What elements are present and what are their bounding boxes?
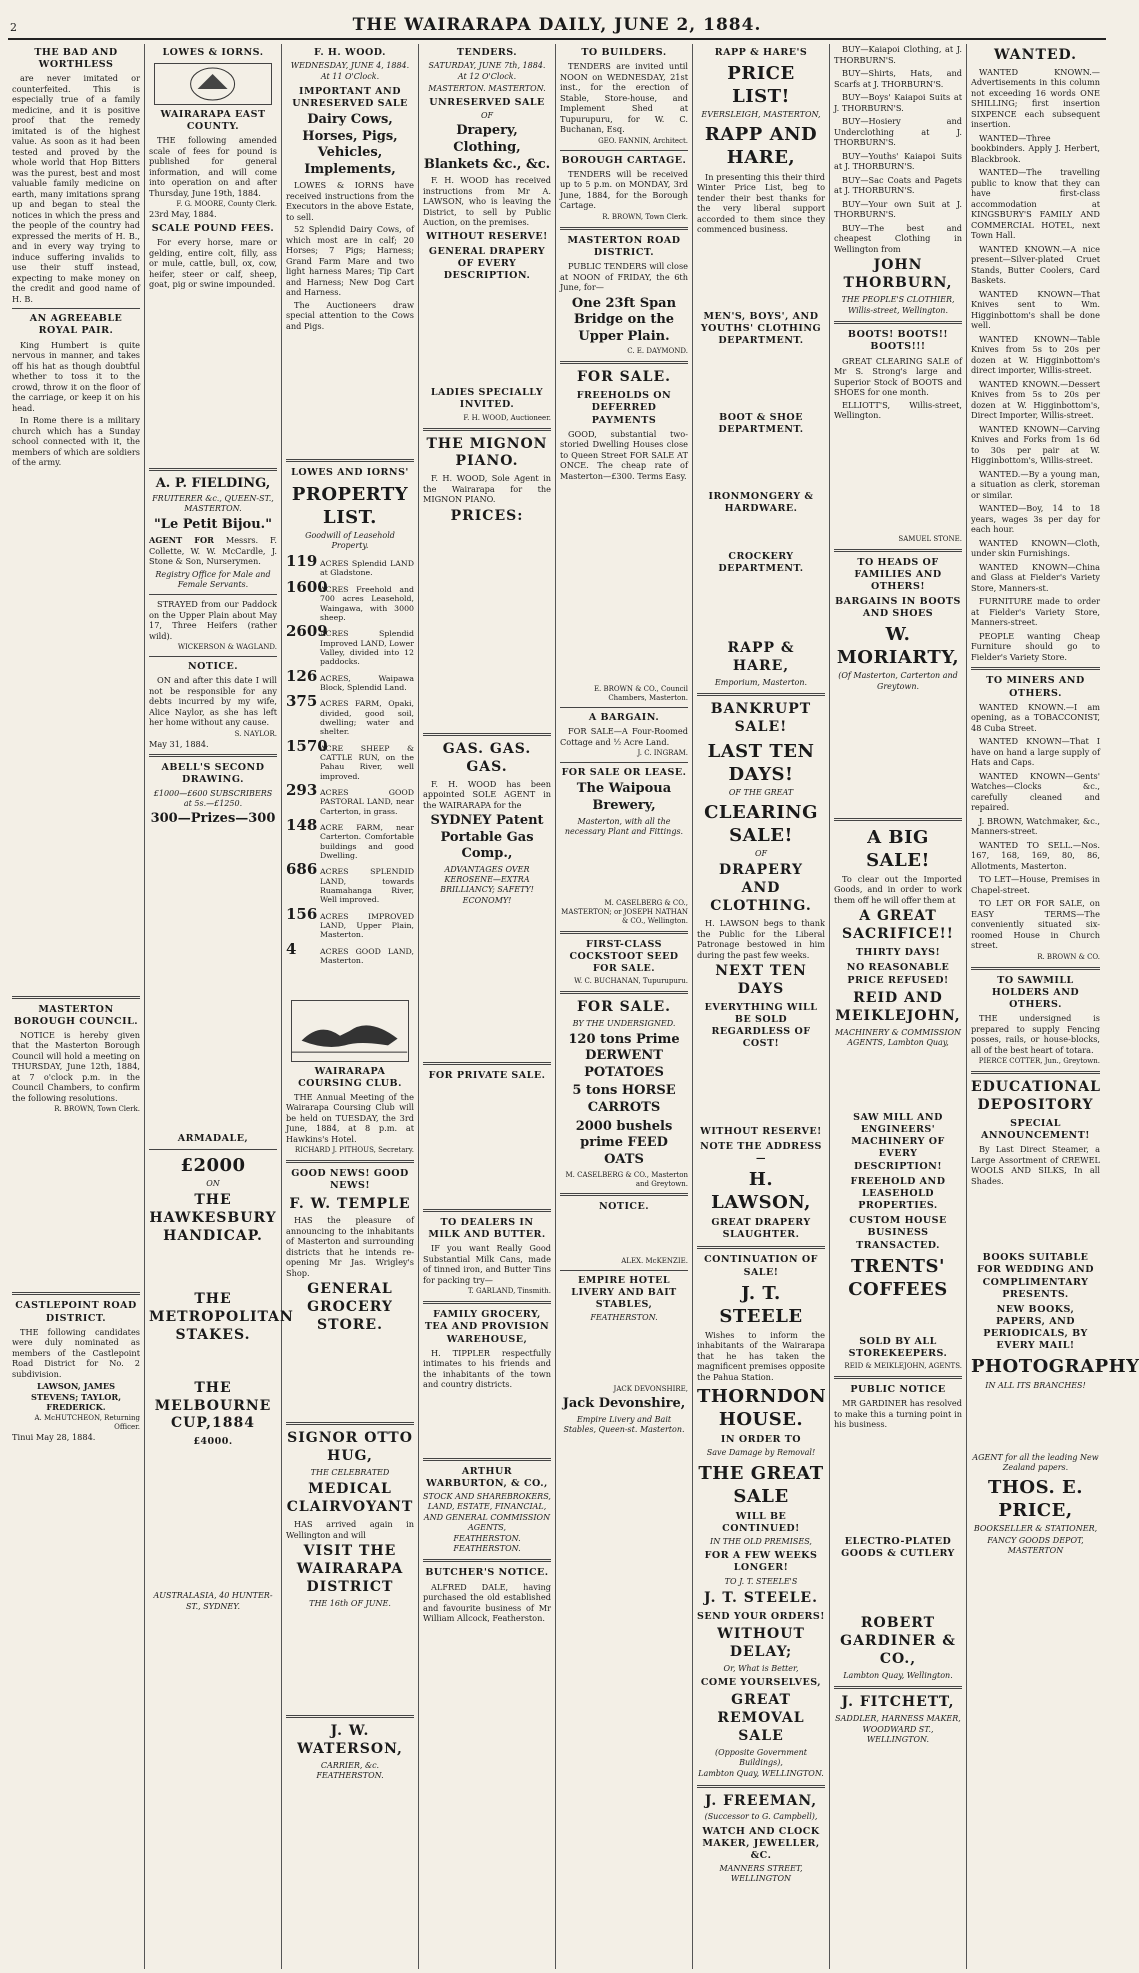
property-acres: 4 <box>286 939 297 958</box>
property-list <box>286 552 414 965</box>
column-4: TENDERS. SATURDAY, JUNE 7th, 1884. At 12 O'Clock. MASTERTON. MASTERTON. UNRESERVED SALE OF Drapery, Clothing, Blankets &c., &c. F. H. WOOD has received instructions from Mr A. LAWSON, who is leaving the District, to sell by Public Auction, on the premises. WITHOUT RESERVE! GENERAL DRAPERY OF EVERY DESCRIPTION. LADIES SPECIALLY INVITED. F. H. WOOD, Auctioneer. THE MIGNON PIANO. F. H. WOOD, Sole Agent in the Wairarapa for the MIGNON PIANO. PRICES: GAS. GAS. GAS. F. H. WOOD has been appointed SOLE AGENT in the WAIRARAPA for the SYDNEY Patent Portable Gas Comp., ADVANTAGES OVER KEROSENE—EXTRA BRILLIANCY; SAFETY! ECONOMY! FOR PRIVATE SALE. TO DEALERS IN MILK AND BUTTER. IF you want Really Good Substantial Milk Cans, made of tinned iron, and Butter Tins for packing try— T. GARLAND, Tinsmith. FAMILY GROCERY, TEA AND PROVISION WAREHOUSE, H. TIPPLER respectfully intimates to his friends and the inhabitants of the town and country districts. ARTHUR WARBURTON, & CO., STOCK AND SHAREBROKERS, LAND, ESTATE, FINANCIAL, AND GENERAL COMMISSION AGENTS, FEATHERSTON. FEATHERSTON. BUTCHER'S NOTICE. ALFRED DALE, having purchased the old established and favourite business of Mr William Allcock, Featherston. <box>419 44 556 1969</box>
section-heading: F. H. WOOD. <box>314 47 386 58</box>
column-5: TO BUILDERS. TENDERS are invited until NOON on WEDNESDAY, 21st inst., for the erection of Stable, Store-house, and Implement Shed at Tupurupuru, for W. C. Buchanan, Esq. GEO. FANNIN, Architect. BOROUGH CARTAGE. TENDERS will be received up to 5 p.m. on MONDAY, 3rd June, 1884, for the Borough Cartage. R. BROWN, Town Clerk. MASTERTON ROAD DISTRICT. PUBLIC TENDERS will close at NOON of FRIDAY, the 6th June, for— One 23ft Span Bridge on the Upper Plain. C. E. DAYMOND. FOR SALE. FREEHOLDS ON DEFERRED PAYMENTS GOOD, substantial two-storied Dwelling Houses close to Queen Street FOR SALE AT ONCE. The cheap rate of Masterton—£300. Terms Easy. E. BROWN & CO., Council Chambers, Masterton. A BARGAIN. FOR SALE—A Four-Roomed Cottage and ½ Acre Land. J. C. INGRAM. FOR SALE OR LEASE. The Waipoua Brewery, Masterton, with all the necessary Plant and Fittings. M. CASELBERG & CO., MASTERTON; or JOSEPH NATHAN & CO., Wellington. FIRST-CLASS COCKSTOOT SEED FOR SALE. W. C. BUCHANAN, Tupurupuru. FOR SALE. BY THE UNDERSIGNED. 120 tons Prime DERWENT POTATOES 5 tons HORSE CARROTS 2000 bushels prime FEED OATS M. CASELBERG & CO., Masterton and Greytown. NOTICE. ALEX. McKENZIE. EMPIRE HOTEL LIVERY AND BAIT STABLES, FEATHERSTON. JACK DEVONSHIRE, Jack Devonshire, Empire Livery and Bait Stables, Queen-st. Masterton. <box>556 44 693 1969</box>
property-list-item <box>286 905 414 940</box>
property-description: ACRES Splendid Improved LAND, Lower Valley, divided into 12 paddocks. <box>320 629 414 667</box>
property-acres: 293 <box>286 781 318 799</box>
property-acres: 1570 <box>286 736 328 755</box>
article-royal-pair: King Humbert is quite nervous in manner, and takes off his hat as though doubtful whether to toss it to the crowd, throw it on the floor of the carriage, or keep it on his head. In Rome there is a military church which has a Sunday school connected with it, the members of which are soldiers of the army. <box>12 339 140 468</box>
notice-castlepoint: THE following candidates were duly nominated as members of the Castlepoint Road District for No. 2 subdivision. LAWSON, JAMES STEVENS; TAYLOR, FREDERICK. A. McHUTCHEON, Returning Officer. Tinui May 28, 1884. <box>12 1326 140 1442</box>
column-2: LOWES & IORNS. WAIRARAPA EAST COUNTY. THE following amended scale of fees for pound is published for general information, and will come into operation on and after Thursday, June 19th, 1884. F. G. MOORE, County Clerk. 23rd May, 1884. SCALE POUND FEES. For every horse, mare or gelding, entire colt, filly, ass or mule, cattle, bull, ox, cow, heifer, steer or calf, sheep, goat, pig or swine impounded. A. P. FIELDING, FRUITERER &c., QUEEN-ST., MASTERTON. "Le Petit Bijou." AGENT FOR Messrs. F. Collette, W. W. McCardle, J. Stone & Son, Nurserymen. Registry Office for Male and Female Servants. STRAYED from our Paddock on the Upper Plain about May 17, Three Heifers (rather wild). WICKERSON & WAGLAND. NOTICE. ON and after this date I will not be responsible for any debts incurred by my wife, Alice Naylor, as she has left her home without any cause. S. NAYLOR. May 31, 1884. ABELL'S SECOND DRAWING. £1000—£600 SUBSCRIBERS at 5s.—£1250. 300—Prizes—300 ARMADALE, £2000 ON THE HAWKESBURY HANDICAP. THE METROPOLITAN STAKES. THE MELBOURNE CUP,1884 £4000. AUSTRALASIA, 40 HUNTER-ST., SYDNEY. <box>145 44 282 1969</box>
section-heading: LOWES & IORNS. <box>162 47 264 58</box>
columns <box>8 44 1139 1969</box>
property-description: ACRES, Waipawa Block, Splendid Land. <box>320 673 414 692</box>
property-description: ACRE SHEEP & CATTLE RUN, on the Pahau River, well improved. <box>320 743 414 781</box>
property-list-item <box>286 737 414 781</box>
property-list-title: PROPERTY LIST. <box>291 483 409 528</box>
property-description: ACRES SPLENDID LAND, towards Ruamahanga River, Well improved. <box>320 867 414 905</box>
column-8: WANTED. WANTED KNOWN.—Advertisements in this column not exceeding 16 words ONE SHILLING; first insertion SIXPENCE each subsequent insertion. WANTED—Three bookbinders. Apply J. Herbert, Blackbrook. WANTED—The travelling public to know that they can have first-class accommodation at KINGSBURY'S FAMILY AND COMMERCIAL HOTEL, next Town Hall. WANTED KNOWN.—A nice present—Silver-plated Cruet Stands, Butter Coolers, Card Baskets. WANTED KNOWN—That Knives sent to Wm. Higginbottom's shall be done well. WANTED KNOWN—Table Knives from 5s to 20s per dozen at W. Higginbottom's direct importer, Willis-street. WANTED KNOWN.—Dessert Knives from 5s to 20s per dozen at W. Higginbottom's, Direct Importer, Willis-street. WANTED KNOWN—Carving Knives and Forks from 1s 6d to 30s per pair at W. Higginbottom's, Willis-street. WANTED.—By a young man, a situation as clerk, storeman or similar. WANTED—Boy, 14 to 18 years, wages 3s per day for each hour. WANTED KNOWN—Cloth, under skin Furnishings. WANTED KNOWN—China and Glass at Fielder's Variety Store, Manners-st. FURNITURE made to order at Fielder's Variety Store, Manners-street. PEOPLE wanting Cheap Furniture should go to Fielder's Variety Store. TO MINERS AND OTHERS. WANTED KNOWN.—I am opening, as a TOBACCONIST, 48 Cuba Street. WANTED KNOWN—That I have on hand a large supply of Hats and Caps. WANTED KNOWN—Gents' Watches—Clocks &c., carefully cleaned and repaired. J. BROWN, Watchmaker, &c., Manners-street. WANTED TO SELL.—Nos. 167, 168, 169, 80, 86, Allotments, Masterton. TO LET—House, Premises in Chapel-street. TO LET OR FOR SALE, on EASY TERMS—The conveniently situated six-roomed House in Church street. R. BROWN & CO. TO SAWMILL HOLDERS AND OTHERS. THE undersigned is prepared to supply Fencing posses, rails, or house-blocks, all of the best heart of totara. PIERCE COTTER, Jun., Greytown. EDUCATIONAL DEPOSITORY SPECIAL ANNOUNCEMENT! By Last Direct Steamer, a Large Assortment of CREWEL WOOLS AND SILKS, In all Shades. BOOKS SUITABLE FOR WEDDING AND COMPLIMENTARY PRESENTS. NEW BOOKS, PAPERS, AND PERIODICALS, BY EVERY MAIL! PHOTOGRAPHY IN ALL ITS BRANCHES! AGENT for all the leading New Zealand papers. THOS. E. PRICE, BOOKSELLER & STATIONER, FANCY GOODS DEPOT, MASTERTON <box>971 47 1139 1555</box>
property-list-item <box>286 578 414 622</box>
property-list-item <box>286 622 414 666</box>
property-description: ACRES IMPROVED LAND, Upper Plain, Masterton. <box>320 911 414 940</box>
property-acres: 156 <box>286 904 318 923</box>
notice-borough-council: NOTICE is hereby given that the Masterton Borough Council will hold a meeting on THURSDAY, June 12th, 1884, at 7 o'clock p.m. in the Council Chambers, to confirm the following resolutions. R. BROWN, Town Clerk. <box>12 1029 140 1114</box>
heading-royal-pair: AN AGREEABLE ROYAL PAIR. <box>29 313 123 337</box>
masthead <box>8 4 1106 40</box>
property-list-item <box>286 781 414 816</box>
page-number: 2 <box>10 21 17 34</box>
coursing-hounds-illustration <box>291 1000 408 1062</box>
notice-strayed-heifers: STRAYED from our Paddock on the Upper Plain about May 17, Three Heifers (rather wild). WICKERSON & WAGLAND. <box>149 599 277 652</box>
property-description: ACRES FARM, Opaki, divided, good soil, dwelling; water and shelter. <box>320 699 414 737</box>
newspaper-title: THE WAIRARAPA DAILY, JUNE 2, 1884. <box>352 15 762 35</box>
property-list-item <box>286 552 414 578</box>
sale-title-drapery: Drapery, Clothing, Blankets &c., &c. <box>423 123 551 172</box>
heading-castlepoint: CASTLEPOINT ROAD DISTRICT. <box>15 1300 137 1324</box>
column-1 <box>8 44 145 1969</box>
section-heading: TENDERS. <box>456 47 518 58</box>
property-acres: 1600 <box>286 577 328 596</box>
signature: R. BROWN, Town Clerk. <box>54 1105 140 1114</box>
county-seal-icon <box>154 63 271 105</box>
fielding-name: A. P. FIELDING, <box>155 475 271 491</box>
heading-bad-and-worthless: THE BAD AND WORTHLESS <box>34 47 118 71</box>
property-description: ACRES Freehold and 700 acres Leasehold, Waingawa, with 3000 sheep. <box>320 584 414 622</box>
notice-pound-fees: THE following amended scale of fees for pound is published for general information, and will come into operation on and after Thursday, June 19th, 1884. F. G. MOORE, County Clerk. 23rd May, 1884. <box>149 135 277 220</box>
property-description: ACRE FARM, near Carterton. Comfortable buildings and good Dwelling. <box>320 823 414 861</box>
property-acres: 148 <box>286 816 318 835</box>
property-list-item <box>286 860 414 904</box>
property-list-item <box>286 940 414 966</box>
property-list-item <box>286 692 414 736</box>
notice-naylor: ON and after this date I will not be responsible for any debts incurred by my wife, Alice Naylor, as she has left her home without any cause. S. NAYLOR. May 31, 1884. <box>149 675 277 749</box>
property-description: ACRES GOOD LAND, Masterton. <box>320 946 414 966</box>
property-list-item <box>286 667 414 693</box>
heading-borough-council: MASTERTON BOROUGH COUNCIL. <box>13 1003 139 1027</box>
property-list-item <box>286 816 414 860</box>
column-3: F. H. WOOD. WEDNESDAY, JUNE 4, 1884. At 11 O'Clock. IMPORTANT AND UNRESERVED SALE Dairy Cows, Horses, Pigs, Vehicles, Implements, LOWES & IORNS have received instructions from the Executors in the above Estate, to sell. 52 Splendid Dairy Cows, of which most are in calf; 20 Horses; 7 Pigs; Harness; Grand Farm Mare and two light harness Mares; Tip Cart and Harness; New Dog Cart and Harness. The Auctioneers draw special attention to the Cows and Pigs. LOWES AND IORNS' PROPERTY LIST. Goodwill of Leasehold Property. 119 ACRES Splendid LAND at Gladstone. 1600 ACRES Freehold and 700 acres Leasehold, Waingawa, with 3000 sheep. 2609 ACRES Splendid Improved LAND, Lower Valley, divided into 12 paddocks. 126 ACRES, Waipawa Block, Splendid Land. 375 ACRES FARM, Opaki, divided, good soil, dwelling; water and shelter. 1570 ACRE SHEEP & CATTLE RUN, on the Pahau River, well improved. 293 ACRES GOOD PASTORAL LAND, near Carterton, in grass. 148 ACRE FARM, near Carterton. Comfortable buildings and good Dwelling. 686 ACRES SPLENDID LAND, towards Ruamahanga River, Well improved. 156 ACRES IMPROVED LAND, Upper Plain, Masterton. 4 ACRES GOOD LAND, Masterton. WAIRARAPA COURSING CLUB. THE Annual Meeting of the Wairarapa Coursing Club will be held on TUESDAY, the 3rd June, 1884, at 8 p.m. at Hawkins's Hotel. RICHARD J. PITHOUS, Secretary. GOOD NEWS! GOOD NEWS! F. W. TEMPLE HAS the pleasure of announcing to the inhabitants of Masterton and surrounding districts that he intends re-opening Mr Jas. Wrigley's Shop. GENERAL GROCERY STORE. SIGNOR OTTO HUG, THE CELEBRATED MEDICAL CLAIRVOYANT HAS arrived again in Wellington and will VISIT THE WAIRARAPA DISTRICT THE 16th OF JUNE. J. W. WATERSON, CARRIER, &c. FEATHERSTON. <box>282 44 419 1969</box>
property-acres: 119 <box>286 552 318 571</box>
sale-title-dairy-cows: Dairy Cows, Horses, Pigs, Vehicles, Implements, <box>302 111 398 177</box>
column-6: RAPP & HARE'S PRICE LIST! EVERSLEIGH, MASTERTON, RAPP AND HARE, In presenting this their third Winter Price List, beg to tender their best thanks for the very liberal support accorded to them since they commenced business. MEN'S, BOYS', AND YOUTHS' CLOTHING DEPARTMENT. BOOT & SHOE DEPARTMENT. IRONMONGERY & HARDWARE. CROCKERY DEPARTMENT. RAPP & HARE, Emporium, Masterton. BANKRUPT SALE! LAST TEN DAYS! OF THE GREAT CLEARING SALE! OF DRAPERY AND CLOTHING. H. LAWSON begs to thank the Public for the Liberal Patronage bestowed in him during the past few weeks. NEXT TEN DAYS EVERYTHING WILL BE SOLD REGARDLESS OF COST! WITHOUT RESERVE! NOTE THE ADDRESS— H. LAWSON, GREAT DRAPERY SLAUGHTER. CONTINUATION OF SALE! J. T. STEELE Wishes to inform the inhabitants of the Wairarapa that he has taken the magnificent premises opposite the Pahua Station. THORNDON HOUSE. IN ORDER TO Save Damage by Removal! THE GREAT SALE WILL BE CONTINUED! IN THE OLD PREMISES, FOR A FEW WEEKS LONGER! TO J. T. STEELE'S J. T. STEELE. SEND YOUR ORDERS! WITHOUT DELAY; Or, What is Better, COME YOURSELVES, GREAT REMOVAL SALE (Opposite Government Buildings), Lambton Quay, WELLINGTON. J. FREEMAN, (Successor to G. Campbell), WATCH AND CLOCK MAKER, JEWELLER, &C. MANNERS STREET, WELLINGTON <box>693 44 830 1969</box>
property-acres: 375 <box>286 692 318 711</box>
property-acres: 126 <box>286 666 318 685</box>
prizes-heading: 300—Prizes—300 <box>150 811 276 827</box>
article-hop-bitters: are never imitated or counterfeited. This is especially true of a family medicine, and it is positive proof that the remedy imitated is of the highest value. As soon as it had been tested and proved by the whole world that Hop Bitters was the purest, best and most valuable family medicine on earth, many imitations sprang up and began to steal the notices in which the press and the people of the country had expressed the merits of H. B., and in every way trying to induce suffering invalids to use their stuff instead, expecting to make money on the credit and good name of H. B. <box>12 73 140 304</box>
property-acres: 686 <box>286 860 318 879</box>
property-acres: 2609 <box>286 622 328 641</box>
property-description: ACRES Splendid LAND at Gladstone. <box>320 559 414 578</box>
property-description: ACRES GOOD PASTORAL LAND, near Carterton, in grass. <box>320 788 414 816</box>
price-list-title: PRICE LIST! <box>727 63 795 108</box>
column-7: BUY—Kaiapoi Clothing, at J. THORBURN'S. BUY—Shirts, Hats, and Scarfs at J. THORBURN'S. BUY—Boys' Kaiapoi Suits at J. THORBURN'S. BUY—Hosiery and Underclothing at J. THORBURN'S. BUY—Youths' Kaiapoi Suits at J. THORBURN'S. BUY—Sac Coats and Pagets at J. THORBURN'S. BUY—Your own Suit at J. THORBURN'S. BUY—The best and cheapest Clothing in Wellington from JOHN THORBURN, THE PEOPLE'S CLOTHIER, Willis-street, Wellington. BOOTS! BOOTS!! BOOTS!!! GREAT CLEARING SALE of Mr S. Strong's large and Superior Stock of BOOTS and SHOES for one month. ELLIOTT'S, Willis-street, Wellington. SAMUEL STONE. TO HEADS OF FAMILIES AND OTHERS! BARGAINS IN BOOTS AND SHOES W. MORIARTY, (Of Masterton, Carterton and Greytown. A BIG SALE! To clear out the Imported Goods, and in order to work them off he will offer them at A GREAT SACRIFICE!! THIRTY DAYS! NO REASONABLE PRICE REFUSED! REID AND MEIKLEJOHN, MACHINERY & COMMISSION AGENTS, Lambton Quay, SAW MILL AND ENGINEERS' MACHINERY OF EVERY DESCRIPTION! FREEHOLD AND LEASEHOLD PROPERTIES. CUSTOM HOUSE BUSINESS TRANSACTED. TRENTS' COFFEES SOLD BY ALL STOREKEEPERS. REID & MEIKLEJOHN, AGENTS. PUBLIC NOTICE MR GARDINER has resolved to make this a turning point in his business. ELECTRO-PLATED GOODS & CUTLERY ROBERT GARDINER & CO., Lambton Quay, Wellington. J. FITCHETT, SADDLER, HARNESS MAKER, WOODWARD ST., WELLINGTON. <box>830 44 967 1969</box>
